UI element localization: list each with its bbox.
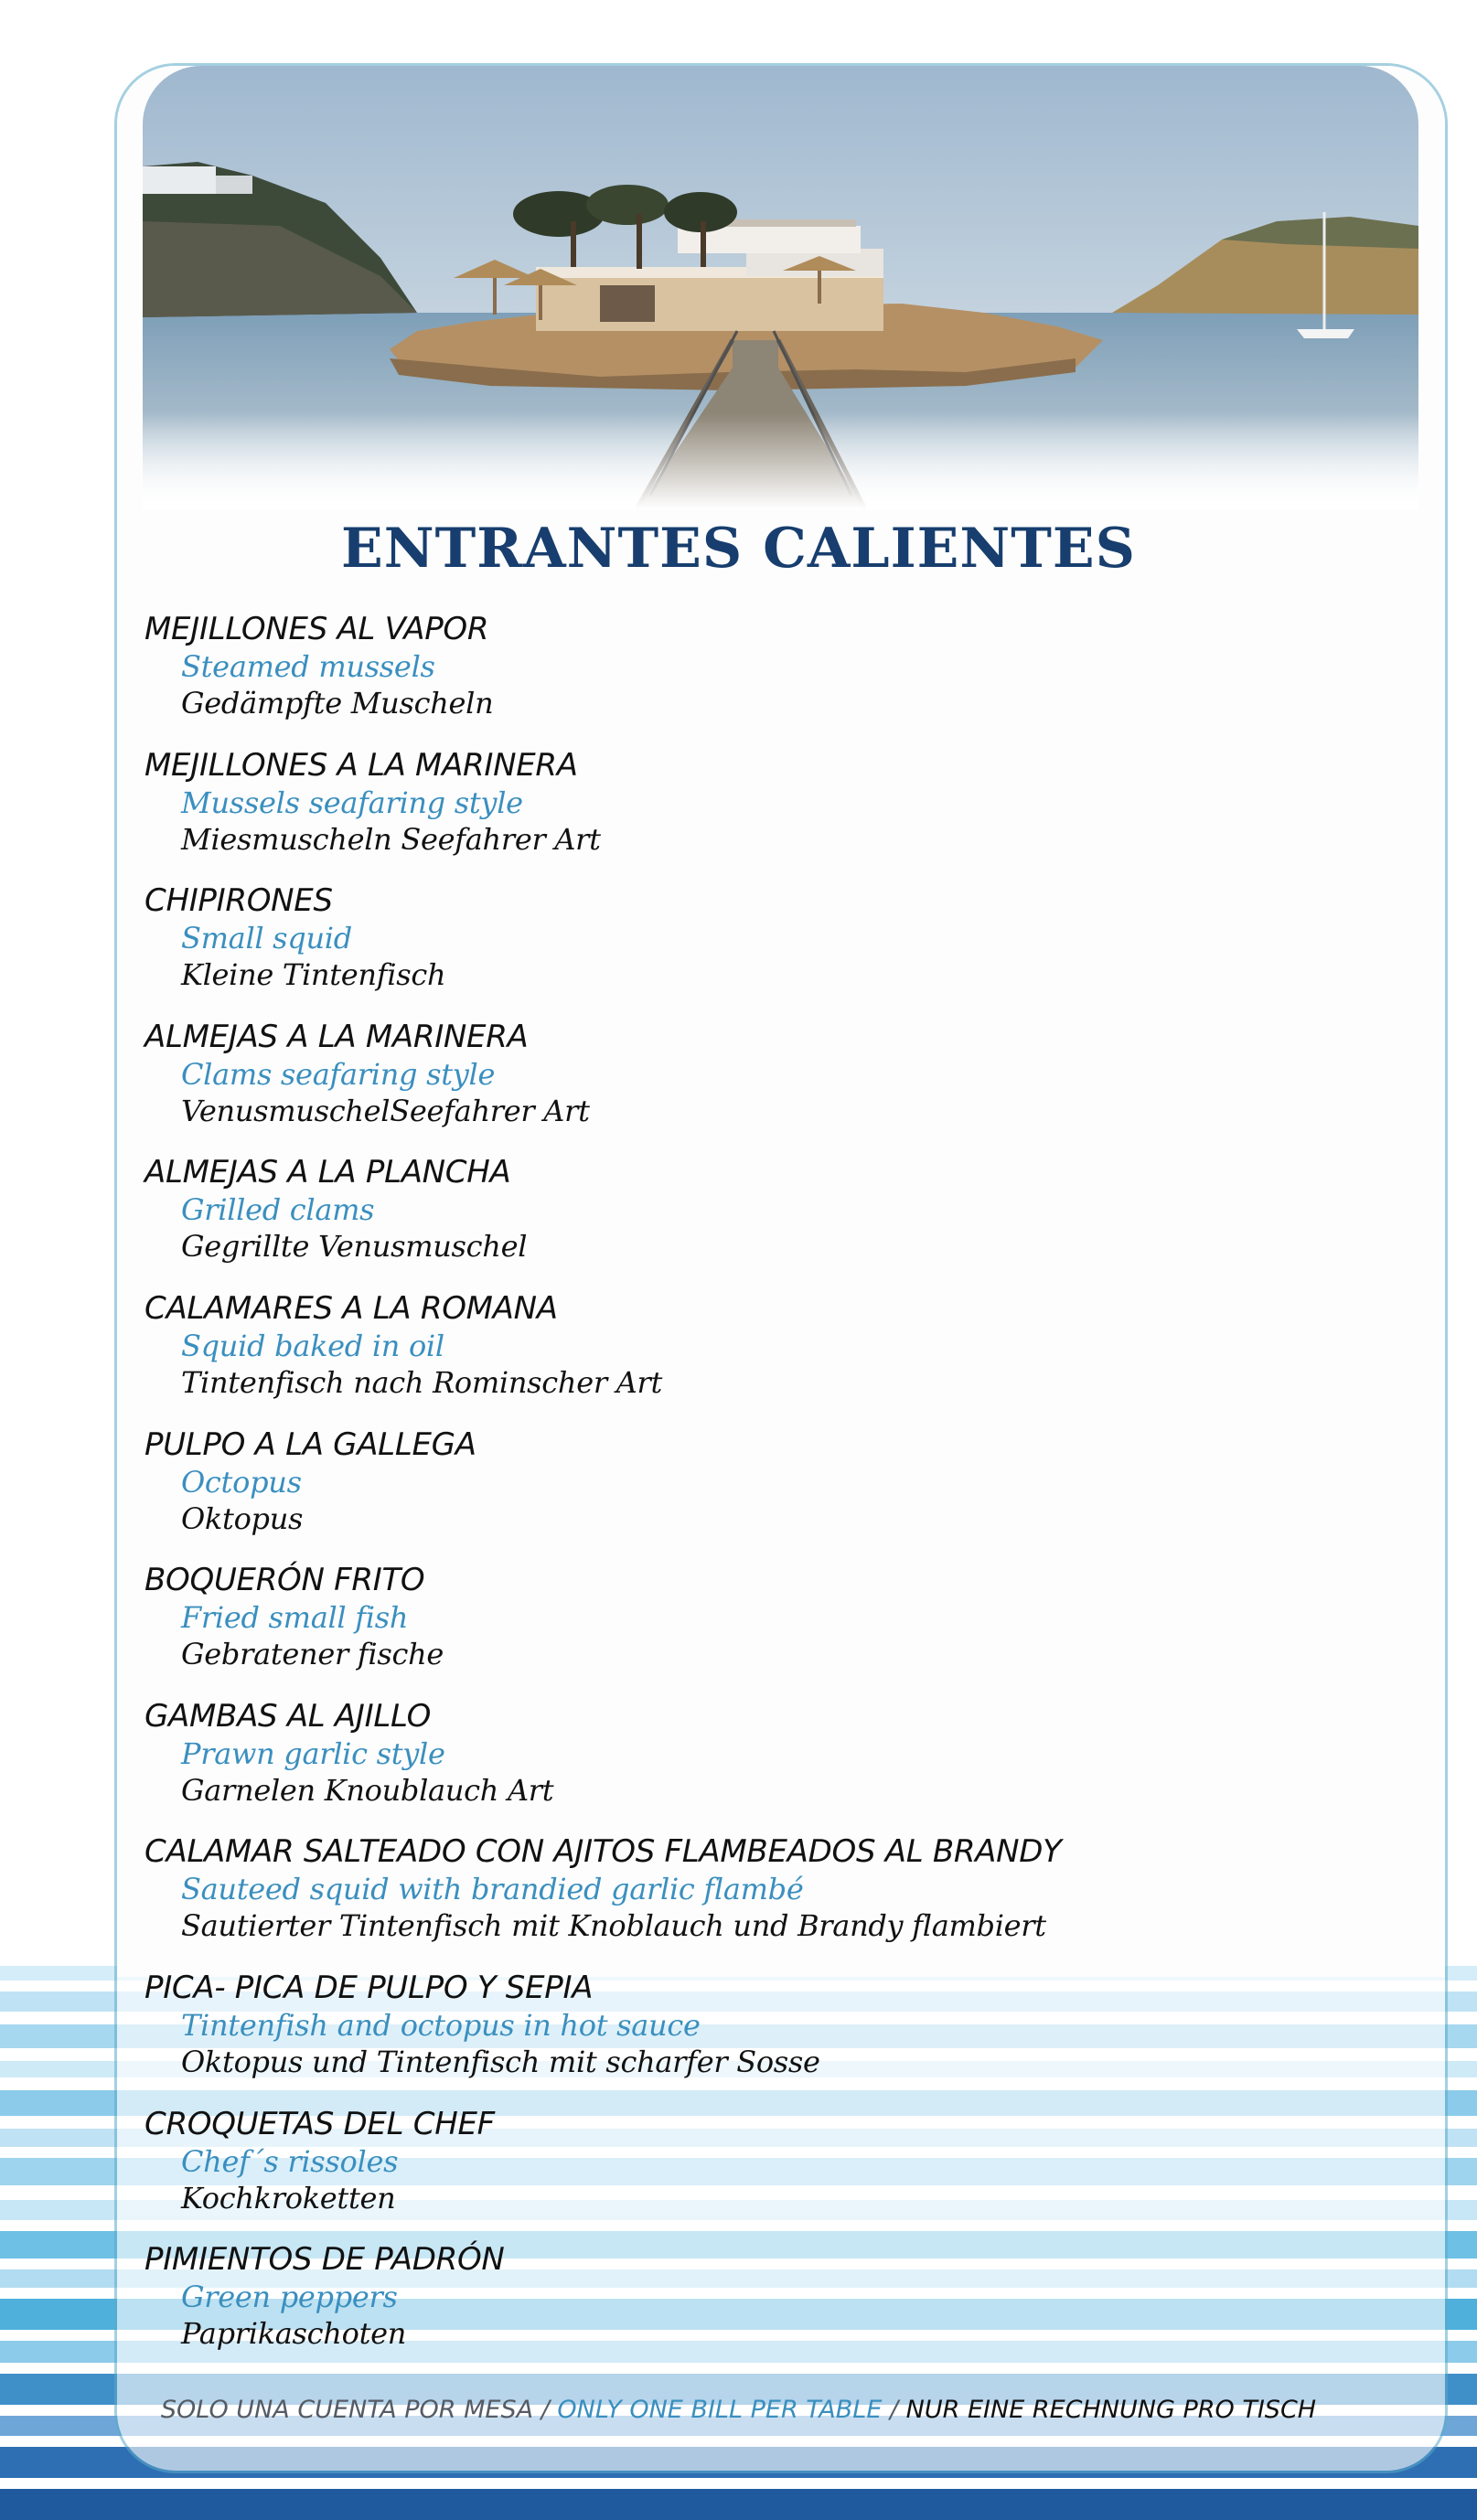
item-name-german: Garnelen Knoublauch Art [181, 1772, 554, 1808]
item-name-spanish: GAMBAS AL AJILLO [144, 1697, 432, 1735]
item-name-german: Kleine Tintenfisch [181, 957, 446, 993]
item-name-german: Kochkroketten [181, 2180, 396, 2216]
menu-item [144, 882, 1407, 1019]
item-name-spanish: CALAMAR SALTEADO CON AJITOS FLAMBEADOS AL BRANDY [144, 1833, 1062, 1871]
item-name-spanish: PICA- PICA DE PULPO Y SEPIA [144, 1969, 594, 2006]
item-name-spanish: ALMEJAS A LA MARINERA [144, 1018, 529, 1055]
item-name-german: Paprikaschoten [181, 2316, 407, 2352]
item-name-german: Oktopus [181, 1500, 304, 1536]
item-name-german: Gebratener fische [181, 1637, 444, 1672]
item-name-german: Miesmuscheln Seefahrer Art [181, 821, 601, 857]
item-name-german: Tintenfisch nach Rominscher Art [181, 1364, 663, 1400]
item-name-english: Grilled clams [181, 1192, 375, 1228]
item-name-english: Fried small fish [181, 1600, 409, 1636]
menu-item [144, 1970, 1407, 2106]
item-name-german: Oktopus und Tintenfisch mit scharfer Sosse [181, 2044, 820, 2079]
item-name-english: Chef´s rissoles [181, 2143, 399, 2179]
item-name-spanish: CROQUETAS DEL CHEF [144, 2105, 495, 2142]
menu-item [144, 1154, 1407, 1290]
footer-separator: / [533, 2396, 558, 2424]
item-name-spanish: MEJILLONES AL VAPOR [144, 611, 489, 647]
item-name-english: Squid baked in oil [181, 1328, 444, 1363]
menu-item [144, 2241, 1407, 2377]
menu-item-list [144, 611, 1407, 2377]
item-name-german: Gedämpfte Muscheln [181, 686, 494, 721]
menu-item [144, 1698, 1407, 1834]
item-name-german: Gegrillte Venusmuschel [181, 1229, 528, 1265]
item-name-german: VenusmuschelSeefahrer Art [181, 1093, 590, 1128]
item-name-english: Steamed mussels [181, 649, 435, 684]
item-name-english: Small squid [181, 921, 352, 956]
item-name-english: Sauteed squid with brandied garlic flambé [181, 1872, 804, 1907]
menu-item [144, 1019, 1407, 1155]
menu-item [144, 747, 1407, 883]
item-name-spanish: CALAMARES A LA ROMANA [144, 1289, 558, 1327]
item-name-english: Tintenfish and octopus in hot sauce [181, 2007, 701, 2043]
footer-english: ONLY ONE BILL PER TABLE [557, 2396, 883, 2424]
item-name-english: Clams seafaring style [181, 1056, 496, 1092]
bill-policy-note [0, 2396, 1477, 2424]
item-name-spanish: ALMEJAS A LA PLANCHA [144, 1154, 511, 1191]
footer-separator: / [882, 2396, 906, 2424]
footer-german: NUR EINE RECHNUNG PRO TISCH [905, 2396, 1317, 2424]
item-name-spanish: BOQUERÓN FRITO [144, 1562, 425, 1599]
item-name-german: Sautierter Tintenfisch mit Knoblauch und Brandy flambiert [181, 1908, 1046, 1944]
menu-item [144, 611, 1407, 747]
item-name-spanish: MEJILLONES A LA MARINERA [144, 746, 578, 784]
seaside-restaurant-illustration [143, 66, 1418, 509]
menu-item [144, 1290, 1407, 1426]
menu-item [144, 1562, 1407, 1698]
menu-item [144, 2106, 1407, 2242]
item-name-english: Prawn garlic style [181, 1735, 445, 1771]
item-name-spanish: CHIPIRONES [144, 882, 333, 920]
section-title: ENTRANTES CALIENTES [341, 517, 1136, 581]
menu-item [144, 1426, 1407, 1563]
item-name-spanish: PIMIENTOS DE PADRÓN [144, 2241, 505, 2279]
hero-photo [143, 66, 1418, 509]
menu-item [144, 1833, 1407, 1970]
item-name-english: Green peppers [181, 2280, 398, 2315]
item-name-english: Octopus [181, 1464, 302, 1500]
item-name-english: Mussels seafaring style [181, 785, 523, 820]
footer-spanish: SOLO UNA CUENTA POR MESA [160, 2396, 534, 2424]
item-name-spanish: PULPO A LA GALLEGA [144, 1426, 476, 1463]
